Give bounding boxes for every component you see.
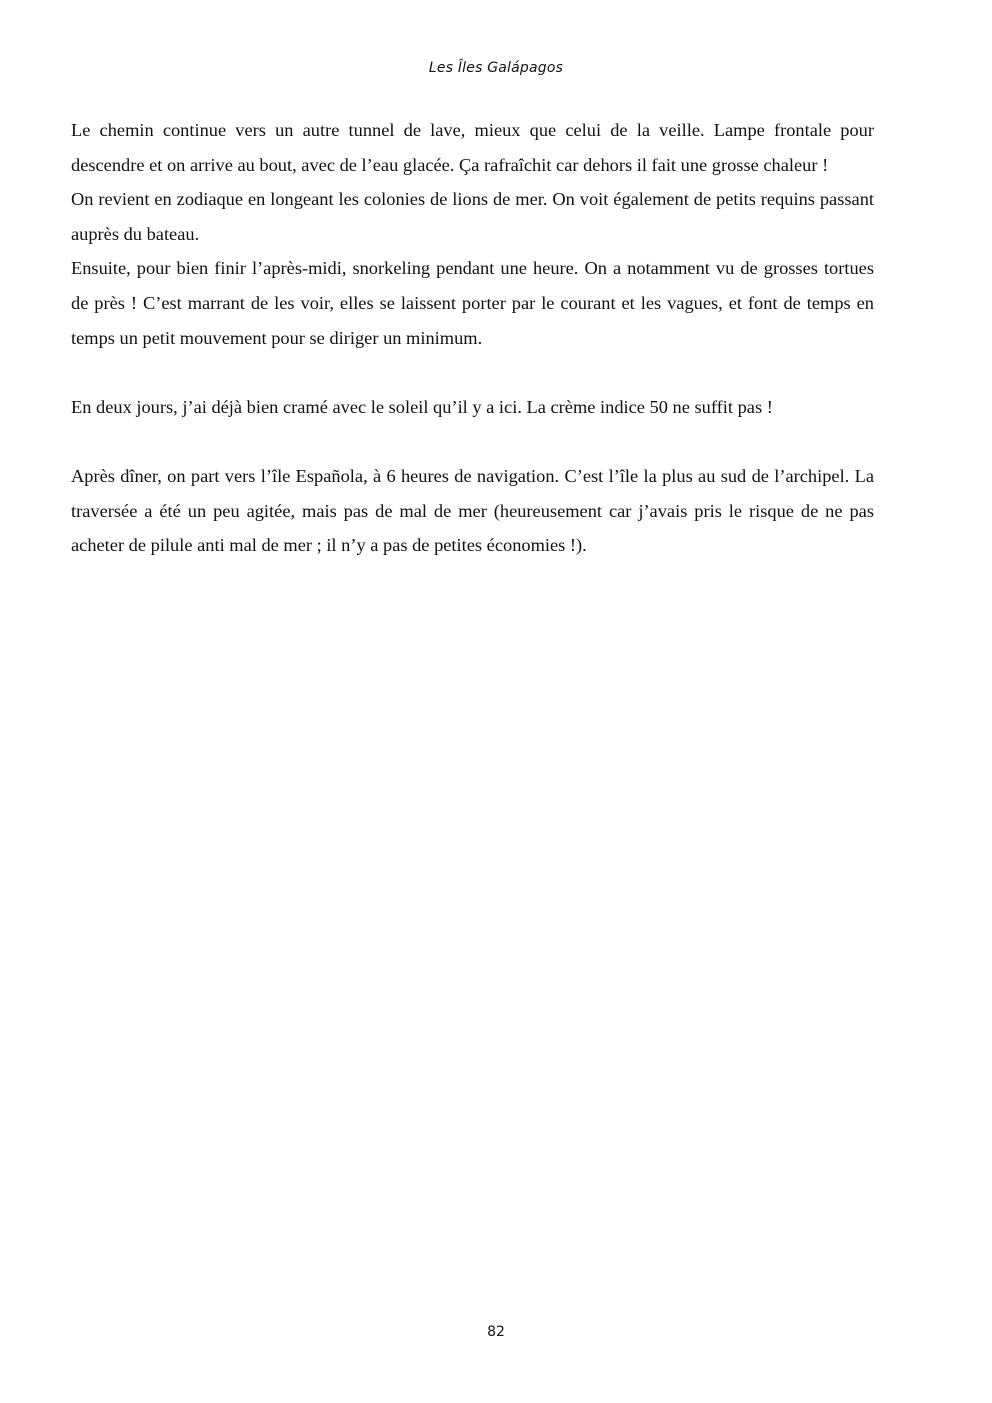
paragraph-lava-tunnel: Le chemin continue vers un autre tunnel de lave, mieux que celui de la veille. Lampe frontale pour descendre et on arrive au bout, avec de l’eau glacée. Ça rafraîchit car dehors il fait une grosse chaleur !: [71, 120, 874, 175]
paragraph-snorkeling: Ensuite, pour bien finir l’après-midi, snorkeling pendant une heure. On a notamment vu de grosses tortues de près ! C’est marrant de les voir, elles se laissent porter par le courant et les vagues, et font de temps en temps un petit mouvement pour se diriger un minimum.: [71, 258, 874, 348]
paragraph-espanola-crossing: Après dîner, on part vers l’île Española, à 6 heures de navigation. C’est l’île la plus au sud de l’archipel. La traversée a été un peu agitée, mais pas de mal de mer (heureusement car j’avais pris le risque de ne pas acheter de pilule anti mal de mer ; il n’y a pas de petites économies !).: [71, 465, 874, 556]
paragraph-spacer: [71, 424, 874, 459]
page-number: 82: [487, 1324, 505, 1340]
paragraph-sunburn: En deux jours, j’ai déjà bien cramé avec le soleil qu’il y a ici. La crème indice 50 ne suffit pas !: [71, 396, 773, 417]
running-header-title: Les Îles Galápagos: [428, 60, 564, 76]
paragraph-zodiac-return: On revient en zodiaque en longeant les colonies de lions de mer. On voit également de petits requins passant auprès du bateau.: [71, 189, 874, 244]
body-text: [71, 113, 874, 563]
paragraph-spacer: [71, 355, 874, 390]
